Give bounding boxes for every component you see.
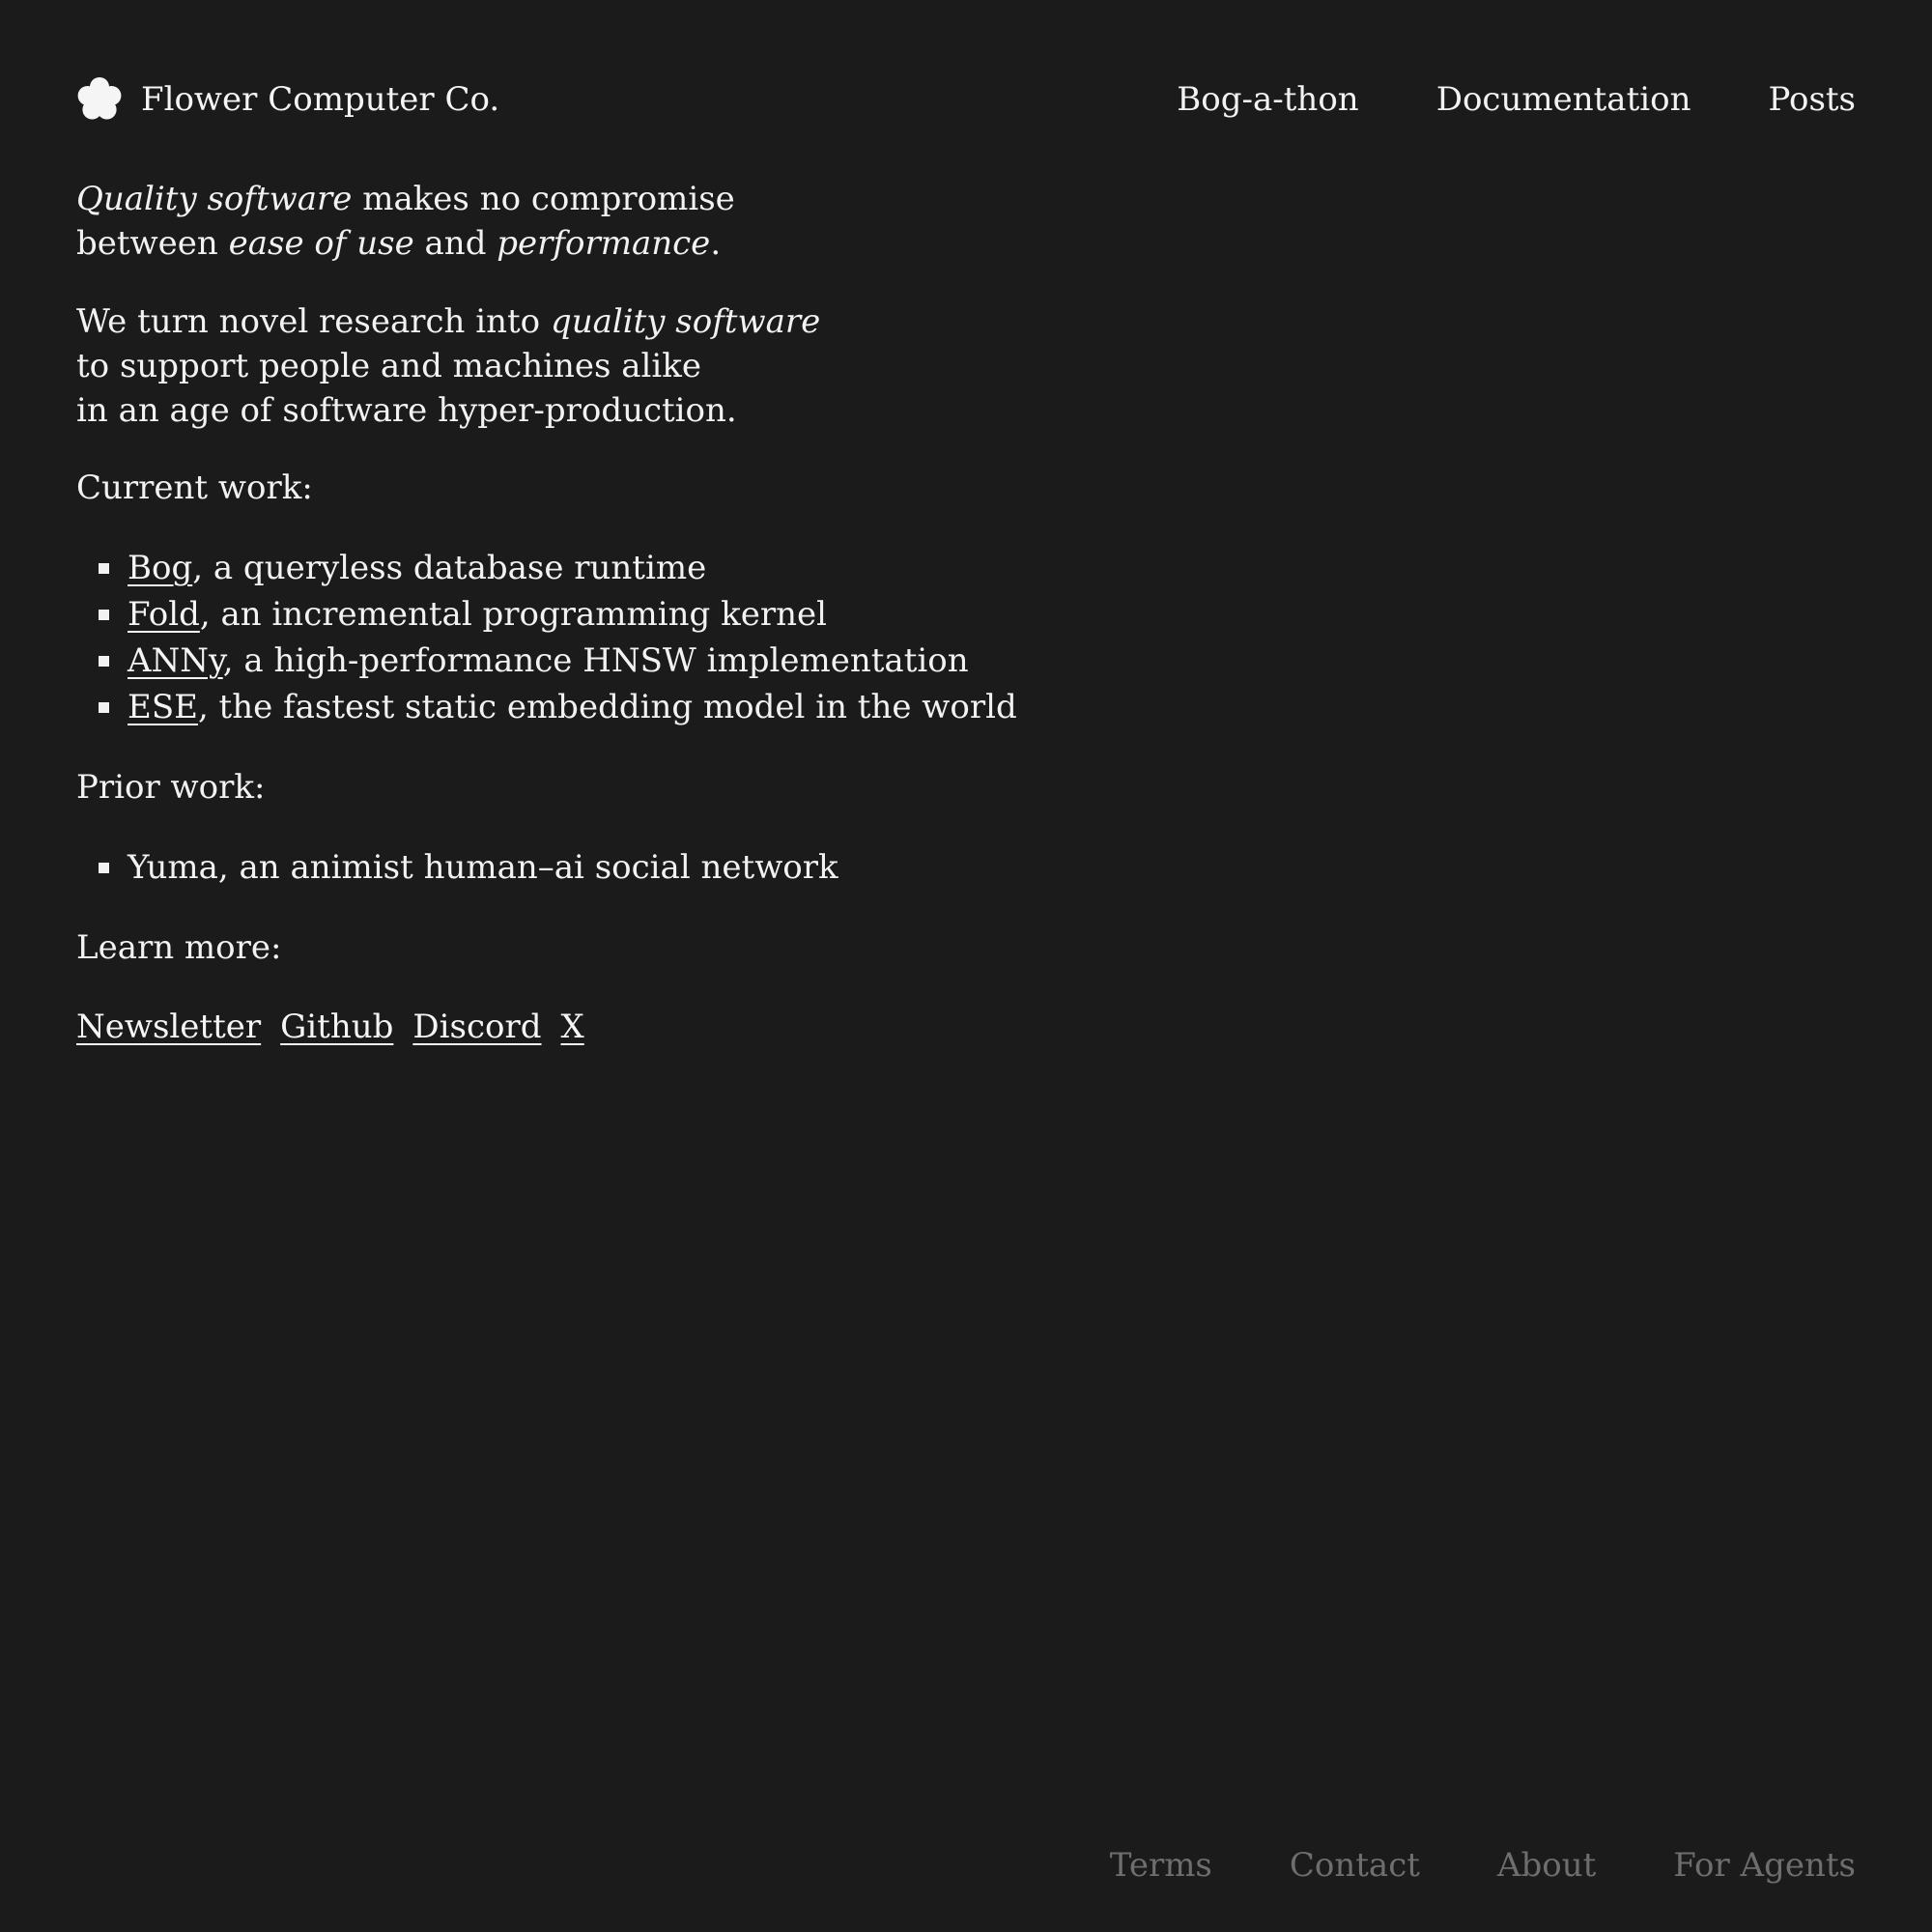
tagline-emphasis-performance: performance [497,224,711,263]
bullet-icon [99,702,109,713]
footer-link-about[interactable]: About [1496,1846,1597,1885]
tagline [76,177,1139,266]
bullet-icon [99,563,109,574]
mission-emphasis: quality software [550,302,821,341]
list-item-description: , a high-performance HNSW implementation [222,641,969,680]
site-footer [1109,1846,1856,1885]
brand-name: Flower Computer Co. [141,80,500,119]
bullet-icon [99,610,109,620]
brand-home-link[interactable] [76,76,499,123]
site-header [76,68,1856,131]
footer-link-for-agents[interactable]: For Agents [1673,1846,1856,1885]
ese-link[interactable]: ESE [128,688,198,726]
top-nav [1177,80,1856,119]
list-item-description: , the fastest static embedding model in the world [197,688,1017,726]
prior-work-heading: Prior work: [76,768,266,807]
flower-icon [76,76,123,123]
footer-link-terms[interactable]: Terms [1109,1846,1212,1885]
learn-more-heading: Learn more: [76,928,282,967]
list-item [128,684,1139,730]
x-link[interactable]: X [560,1008,584,1046]
list-item-description: , a queryless database runtime [192,549,707,587]
mission-text: in an age of software hyper-production. [76,391,737,430]
discord-link[interactable]: Discord [412,1008,542,1046]
anny-link[interactable]: ANNy [128,641,223,680]
github-link[interactable]: Github [280,1008,394,1046]
tagline-text: and [413,224,497,263]
list-item [128,844,1139,891]
tagline-text: between [76,224,229,263]
fold-link[interactable]: Fold [128,595,200,634]
bullet-icon [99,863,109,873]
current-work-heading: Current work: [76,469,313,507]
prior-work-list [76,844,1139,891]
nav-link-bog-a-thon[interactable]: Bog-a-thon [1177,80,1359,119]
bullet-icon [99,656,109,667]
mission-text: to support people and machines alike [76,347,702,385]
mission-statement [76,299,1139,433]
tagline-text: . [710,224,722,263]
list-item [128,545,1139,591]
list-item-description: , an incremental programming kernel [199,595,827,634]
footer-link-contact[interactable]: Contact [1289,1846,1420,1885]
tagline-text: makes no compromise [352,180,735,218]
main-content [76,177,1139,1049]
mission-text: We turn novel research into [76,302,551,341]
list-item-text: Yuma, an animist human–ai social network [128,848,838,887]
list-item [128,591,1139,638]
list-item [128,638,1139,684]
learn-more-links [76,1005,1139,1049]
newsletter-link[interactable]: Newsletter [76,1008,262,1046]
nav-link-documentation[interactable]: Documentation [1435,80,1691,119]
current-work-list [76,545,1139,730]
bog-link[interactable]: Bog [128,549,193,587]
tagline-emphasis-quality-software: Quality software [76,180,353,218]
tagline-emphasis-ease-of-use: ease of use [228,224,414,263]
nav-link-posts[interactable]: Posts [1768,80,1856,119]
